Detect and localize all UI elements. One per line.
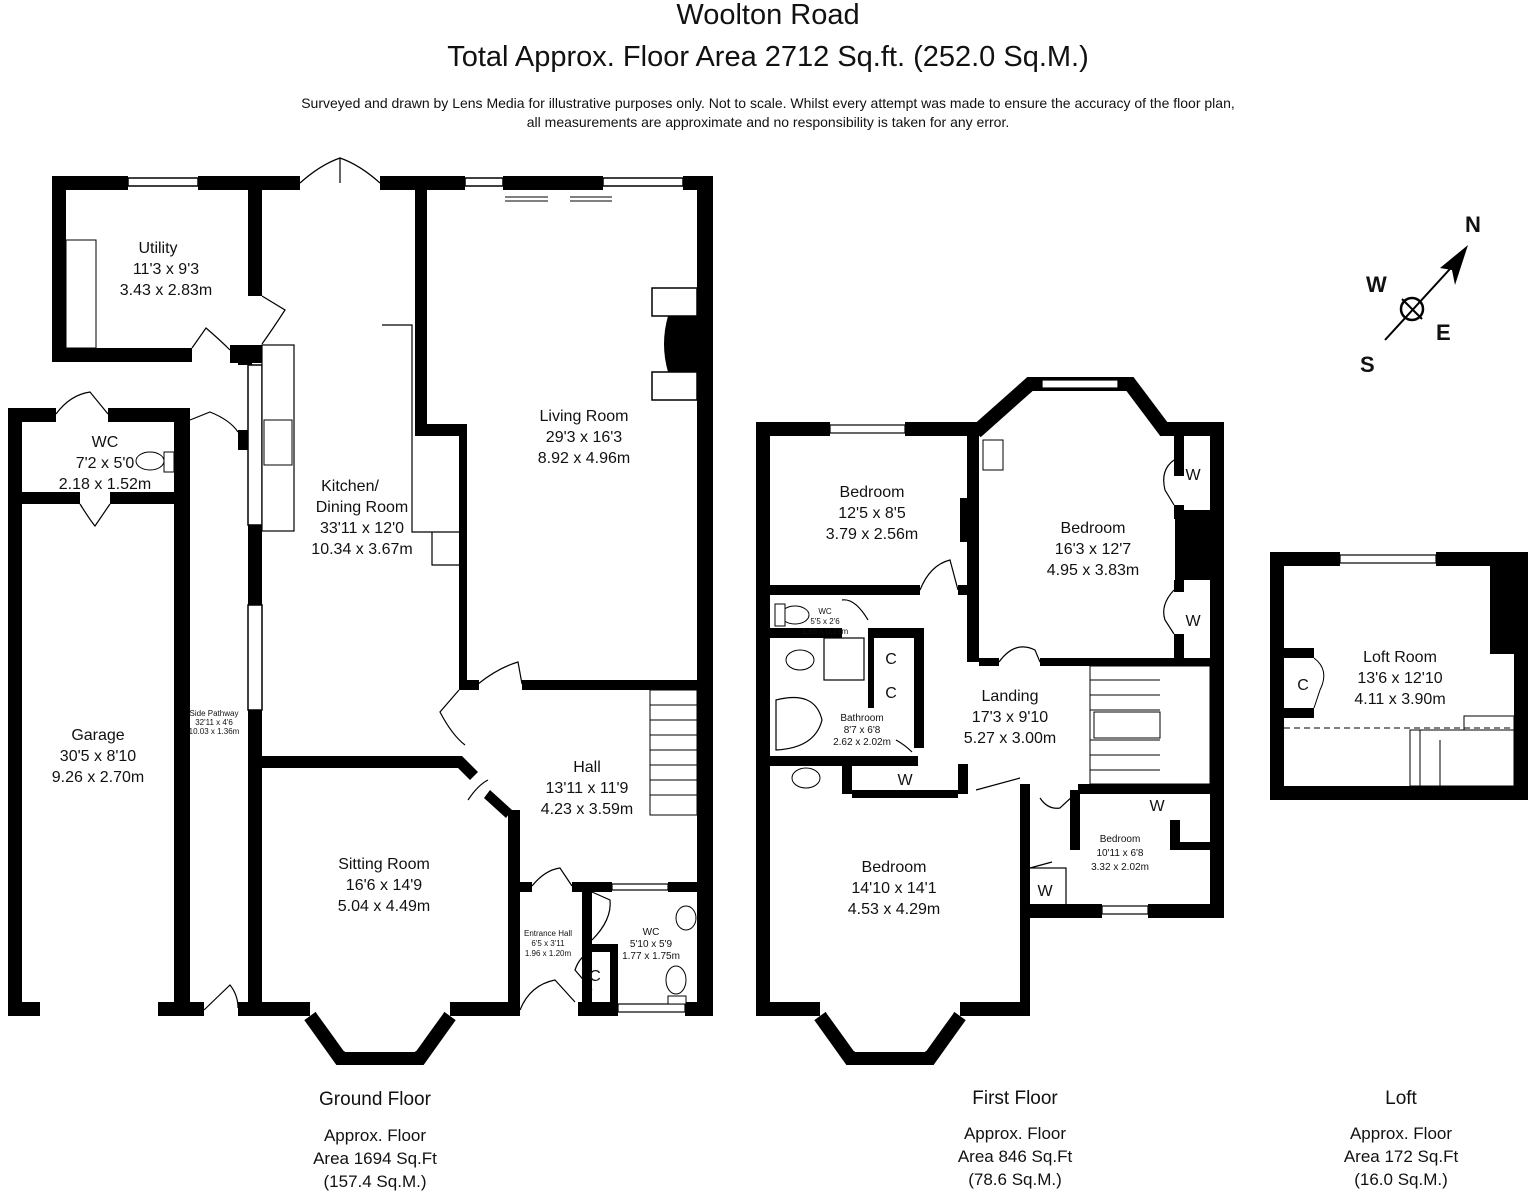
room-metric: 1.65 x 0.77m [801, 627, 849, 636]
room-metric: 10.34 x 3.67m [311, 541, 413, 558]
room-name: WC [91, 434, 119, 451]
room-metric: 9.26 x 2.70m [51, 769, 145, 786]
disclaimer-line-1: Surveyed and drawn by Lens Media for illustrative purposes only. Not to scale. Whilst every attempt was made to ensure the accuracy of the floor plan, [301, 95, 1235, 111]
room-name: Bedroom [839, 484, 905, 501]
wardrobe-label: W [1185, 613, 1201, 630]
room-imperial: 11'3 x 9'3 [132, 261, 200, 278]
room-metric: 1.96 x 1.20m [524, 949, 572, 958]
room-sitting [338, 856, 431, 915]
room-imperial: 7'2 x 5'0 [75, 455, 135, 472]
room-name: Landing [981, 688, 1039, 705]
room-hall [541, 759, 634, 818]
room-landing [964, 688, 1057, 747]
room-name: WC [642, 927, 660, 938]
room-name: Hall [573, 759, 601, 776]
cupboard-label: C [885, 651, 897, 668]
room-imperial: 30'5 x 8'10 [59, 748, 137, 765]
room-name: Bathroom [840, 713, 884, 724]
plan-total-area: Total Approx. Floor Area 2712 Sq.ft. (252.0 Sq.M.) [447, 41, 1089, 73]
floor-area-line2: Area 172 Sq.Ft [1343, 1147, 1459, 1166]
room-metric: 5.04 x 4.49m [337, 898, 431, 915]
room-name: Entrance Hall [523, 929, 573, 938]
room-metric: 3.79 x 2.56m [825, 526, 919, 543]
room-bedroom-4 [1091, 834, 1149, 873]
room-entrance-hall [524, 929, 572, 958]
room-metric: 4.53 x 4.29m [847, 901, 941, 918]
room-bedroom-1 [826, 484, 919, 543]
room-metric: 2.62 x 2.02m [833, 737, 891, 748]
cupboard-label: C [589, 968, 601, 985]
compass-south: S [1360, 352, 1375, 377]
room-bedroom-3 [848, 859, 941, 918]
room-living [538, 408, 631, 467]
room-imperial: 5'5 x 2'6 [810, 617, 840, 626]
room-metric: 2.18 x 1.52m [58, 476, 152, 493]
floor-area-line3: (16.0 Sq.M.) [1354, 1170, 1448, 1189]
room-metric: 4.11 x 3.90m [1354, 691, 1446, 708]
room-name-line1: Kitchen/ [321, 478, 379, 495]
room-metric: 4.95 x 3.83m [1046, 562, 1140, 579]
room-loft [1354, 649, 1445, 708]
room-utility [120, 240, 213, 299]
room-imperial: 32'11 x 4'6 [195, 718, 233, 727]
ground-floor-plan [8, 158, 713, 1058]
room-imperial: 16'6 x 14'9 [345, 877, 423, 894]
room-imperial: 17'3 x 9'10 [971, 709, 1049, 726]
room-name: Bedroom [1099, 834, 1141, 845]
compass-west: W [1366, 272, 1387, 297]
compass-east: E [1436, 320, 1451, 345]
room-name: Garage [71, 727, 125, 744]
room-wc-ground [622, 927, 680, 962]
room-metric: 4.23 x 3.59m [540, 801, 634, 818]
cupboard-label: C [885, 685, 897, 702]
floor-area-line2: Area 846 Sq.Ft [957, 1147, 1073, 1166]
room-imperial: 13'6 x 12'10 [1357, 670, 1443, 687]
floor-label: Loft [1385, 1088, 1417, 1109]
room-imperial: 29'3 x 16'3 [545, 429, 623, 446]
wardrobe-label: W [1185, 467, 1201, 484]
wardrobe-label: W [897, 772, 913, 789]
room-metric: 8.92 x 4.96m [537, 450, 631, 467]
room-bedroom-2 [1047, 520, 1140, 579]
room-imperial: 10'11 x 6'8 [1096, 848, 1144, 859]
room-metric: 5.27 x 3.00m [963, 730, 1057, 747]
compass-north: N [1465, 212, 1481, 237]
room-imperial: 13'11 x 11'9 [545, 780, 629, 797]
room-imperial: 14'10 x 14'1 [851, 880, 937, 897]
room-imperial: 6'5 x 3'11 [531, 939, 565, 948]
room-name: Sitting Room [338, 856, 430, 873]
room-imperial: 8'7 x 6'8 [843, 725, 881, 736]
room-bathroom [833, 713, 891, 748]
room-name: Loft Room [1363, 649, 1437, 666]
room-imperial: 16'3 x 12'7 [1054, 541, 1132, 558]
room-name: WC [818, 607, 832, 616]
room-name: Bedroom [1060, 520, 1126, 537]
room-wc-first [802, 607, 849, 636]
room-imperial: 33'11 x 12'0 [319, 520, 405, 537]
ground-floor-caption [313, 1089, 437, 1191]
floor-area-line1: Approx. Floor [323, 1126, 427, 1145]
room-imperial: 5'10 x 5'9 [629, 939, 673, 950]
room-garage [52, 727, 145, 786]
wardrobe-label: W [1037, 883, 1053, 900]
room-metric: 1.77 x 1.75m [622, 951, 680, 962]
wardrobe-label: W [1149, 798, 1165, 815]
floor-label: Ground Floor [319, 1089, 431, 1110]
floor-area-line3: (78.6 Sq.M.) [968, 1170, 1062, 1189]
room-metric: 3.43 x 2.83m [119, 282, 213, 299]
room-name: Bedroom [861, 859, 927, 876]
floor-area-line1: Approx. Floor [1349, 1124, 1453, 1143]
floor-area-line1: Approx. Floor [963, 1124, 1067, 1143]
plan-title: Woolton Road [676, 0, 860, 31]
first-floor-caption [958, 1088, 1073, 1189]
floor-label: First Floor [972, 1088, 1058, 1109]
compass-icon [1360, 212, 1481, 377]
room-name: Side Pathway [189, 709, 239, 718]
room-side-pathway [189, 709, 240, 736]
room-kitchen-dining [311, 478, 412, 558]
room-name: Utility [138, 240, 178, 257]
room-metric: 10.03 x 1.36m [188, 727, 240, 736]
room-name: Living Room [539, 408, 629, 425]
room-name-line2: Dining Room [315, 499, 409, 516]
room-metric: 3.32 x 2.02m [1091, 862, 1149, 873]
floor-area-line2: Area 1694 Sq.Ft [313, 1149, 437, 1168]
room-imperial: 12'5 x 8'5 [838, 505, 906, 522]
loft-caption [1344, 1088, 1459, 1189]
disclaimer-line-2: all measurements are approximate and no responsibility is taken for any error. [526, 114, 1010, 130]
floor-area-line3: (157.4 Sq.M.) [323, 1172, 427, 1191]
cupboard-label: C [1297, 677, 1309, 694]
